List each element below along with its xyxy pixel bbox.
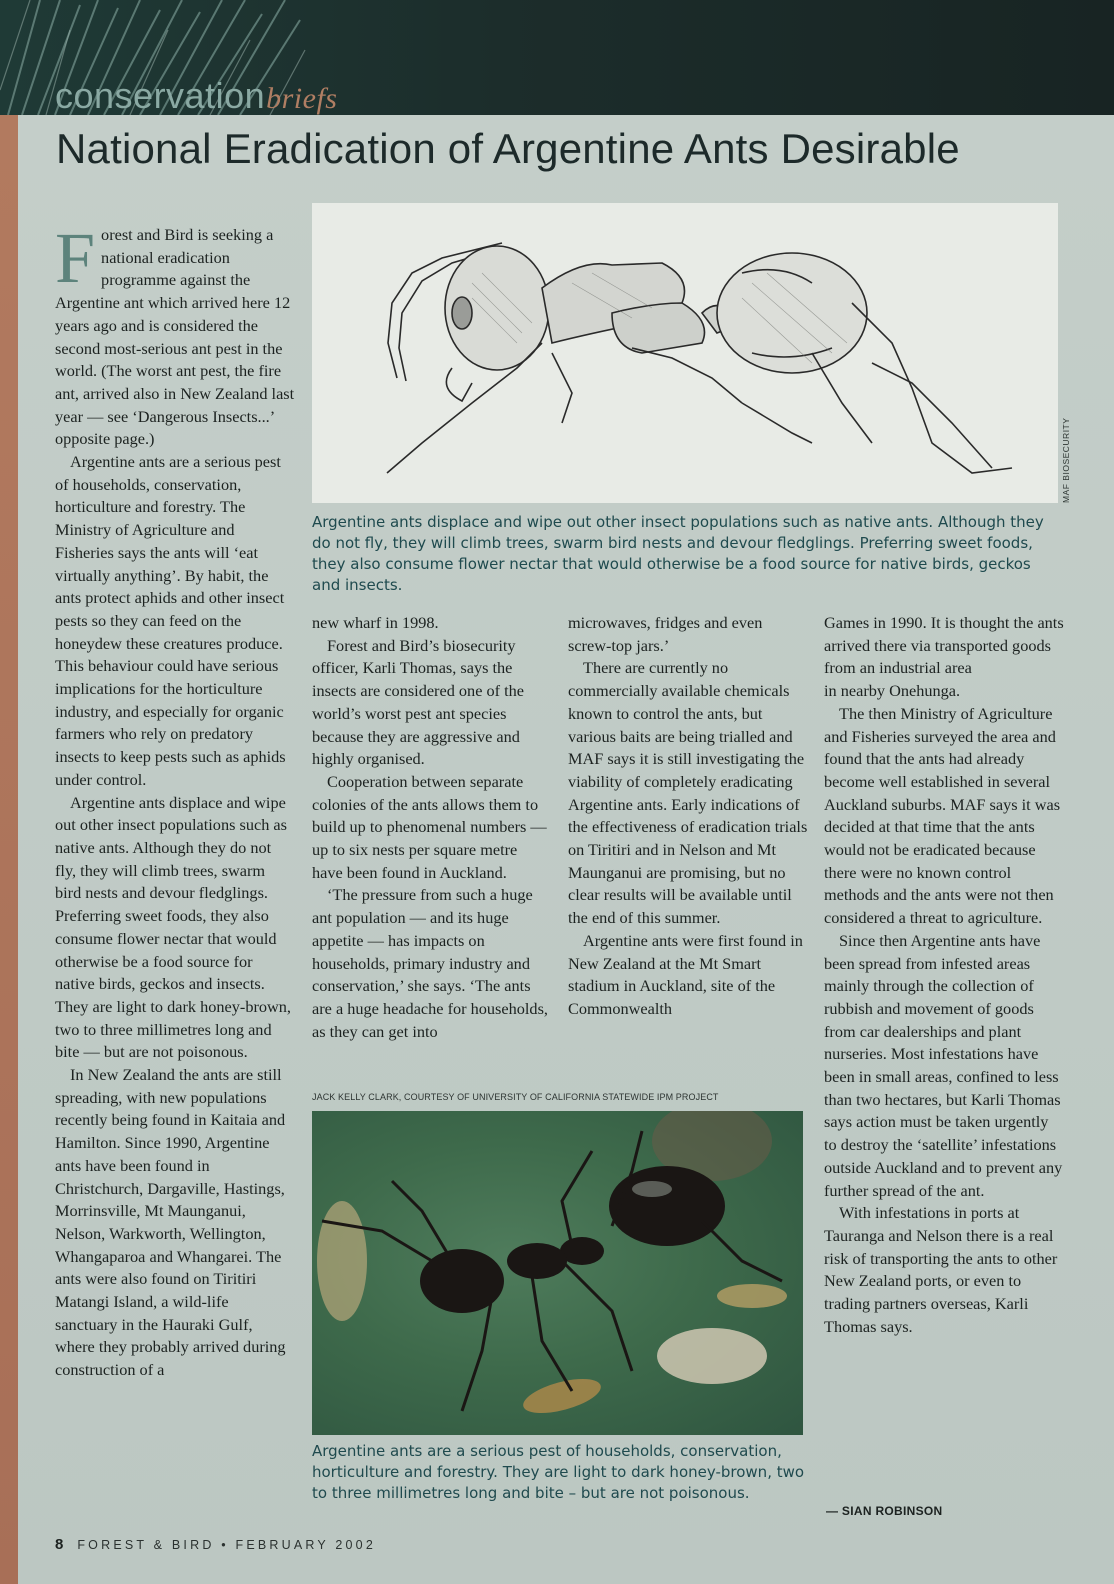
photo-credit: JACK KELLY CLARK, COURTESY OF UNIVERSITY OF CALIFORNIA STATEWIDE IPM PROJECT	[312, 1092, 719, 1102]
paragraph: in nearby Onehunga.	[824, 681, 961, 701]
column-1	[55, 218, 295, 1382]
paragraph: There are currently no commercially available chemicals known to control the ants, but various baits are being trialled and MAF says it is still investigating the viability of completely eradicating Argentine ants. Early indications of the effectiveness of eradication trials on Tiritiri and in Nelson and Mt Maunganui are promising, but no clear results will be available until the end of this summer.	[568, 658, 808, 928]
paragraph: Argentine ants were first found in New Zealand at the Mt Smart stadium in Auckland, site of the Commonwealth	[568, 930, 803, 1018]
paragraph: The then Ministry of Agriculture and Fisheries surveyed the area and found that the ants had already become well established in several Auckland suburbs. MAF says it was decided at that time that the ants would not be eradicated because there were no known control methods and the ants were not then considered a threat to agriculture.	[824, 703, 1061, 928]
publication-line: FOREST & BIRD • FEBRUARY 2002	[77, 1538, 376, 1552]
paragraph: Forest and Bird’s biosecurity officer, Karli Thomas, says the insects are considered one of the world’s worst pest ant species because they are aggressive and highly organised.	[312, 635, 525, 769]
section-main: conservation	[55, 75, 266, 116]
paragraph: Games in 1990. It is thought the ants arrived there via transported goods from an industrial area	[824, 613, 1064, 678]
byline: — SIAN ROBINSON	[826, 1504, 943, 1518]
paragraph: In New Zealand the ants are still spreading, with new populations recently being found in Kaitaia and Hamilton. Since 1990, Argentine ants have been found in Christchurch, Dargaville, Hastings, Morrinsville, Mt Maunganui, Nelson, Warkworth, Wellington, Whangaparoa and Whangarei. The ants were also found on Tiritiri Matangi Island, a wild-life sanctuary in the Hauraki Gulf, where they probably arrived during construction of a	[55, 1065, 286, 1380]
ant-drawing	[312, 203, 1058, 503]
page-number: 8	[55, 1536, 64, 1553]
paragraph: new wharf in 1998.	[312, 613, 439, 632]
paragraph: Argentine ants are a serious pest of households, conservation, horticulture and forestry. The Ministry of Agriculture and Fisheries says the ants will ‘eat virtually anything’. By habit, the ants protect aphids and other insect pests so they can feed on the honeydew these creatures produce. This behaviour could have serious implications for the horticulture industry, and especially for organic farmers who rely on predatory insects to keep pests such as aphids under control.	[55, 452, 286, 789]
side-strip	[0, 115, 18, 1584]
paragraph	[55, 218, 295, 451]
column-2	[312, 612, 552, 1043]
illustration-credit	[1061, 489, 1071, 503]
section-sub: briefs	[266, 82, 338, 115]
headline: National Eradication of Argentine Ants Desirable	[56, 125, 960, 172]
paragraph: microwaves, fridges and even screw-top jars.’	[568, 613, 763, 655]
photo-caption: Argentine ants are a serious pest of households, conservation, horticulture and forestry. They are light to dark honey-brown, two to three millimetres long and bite – but are not poisonous.	[312, 1442, 805, 1502]
paragraph: Argentine ants displace and wipe out other insect populations such as native ants. Although they do not fly, they will climb trees, swarm bird nests and devour fledglings. Preferring sweet foods, they also consume flower nectar that would otherwise be a food source for native birds, geckos and insects. They are light to dark honey-brown, two to three millimetres long and bite — but are not poisonous.	[55, 792, 292, 1062]
ant-illustration	[312, 203, 1058, 503]
paragraph: With infestations in ports at Tauranga and Nelson there is a real risk of transporting the ants to other New Zealand ports, or even to trading partners overseas, Karli Thomas says.	[824, 1203, 1058, 1336]
column-4	[824, 612, 1064, 1339]
drop-cap: F	[55, 218, 96, 298]
paragraph-text: orest and Bird is seeking a national eradication programme against the Argentine ant which arrived here 12 years ago and is considered the second most-serious ant pest in the world. (The worst ant pest, the fire ant, arrived also in New Zealand last year — see ‘Dangerous Insects...’ opposite page.)	[55, 225, 295, 449]
paragraph: Cooperation between separate colonies of the ants allows them to build up to phenomenal numbers — up to six nests per square metre have been found in Auckland.	[312, 771, 547, 882]
paragraph: ‘The pressure from such a huge ant population — and its huge appetite — has impacts on households, primary industry and conservation,’ she says. ‘The ants are a huge headache for households, as they can get into	[312, 885, 548, 1041]
paragraph: Since then Argentine ants have been spread from infested areas mainly through the collection of rubbish and movement of goods from car dealerships and plant nurseries. Most infestations have been in small areas, confined to less than two hectares, but Karli Thomas says action must be taken urgently to destroy the ‘satellite’ infestations outside Auckland and to prevent any further spread of the ant.	[824, 930, 1063, 1200]
section-label	[55, 75, 338, 116]
ant-photo-drawing	[312, 1111, 803, 1435]
footer	[55, 1536, 376, 1553]
ant-photo	[312, 1111, 803, 1435]
illustration-caption: Argentine ants displace and wipe out other insect populations such as native ants. Although they do not fly, they will climb trees, swarm bird nests and devour fledglings. Preferring sweet foods, they also consume flower nectar that would otherwise be a food source for native birds, geckos and insects.	[312, 513, 1044, 594]
column-3	[568, 612, 808, 1021]
